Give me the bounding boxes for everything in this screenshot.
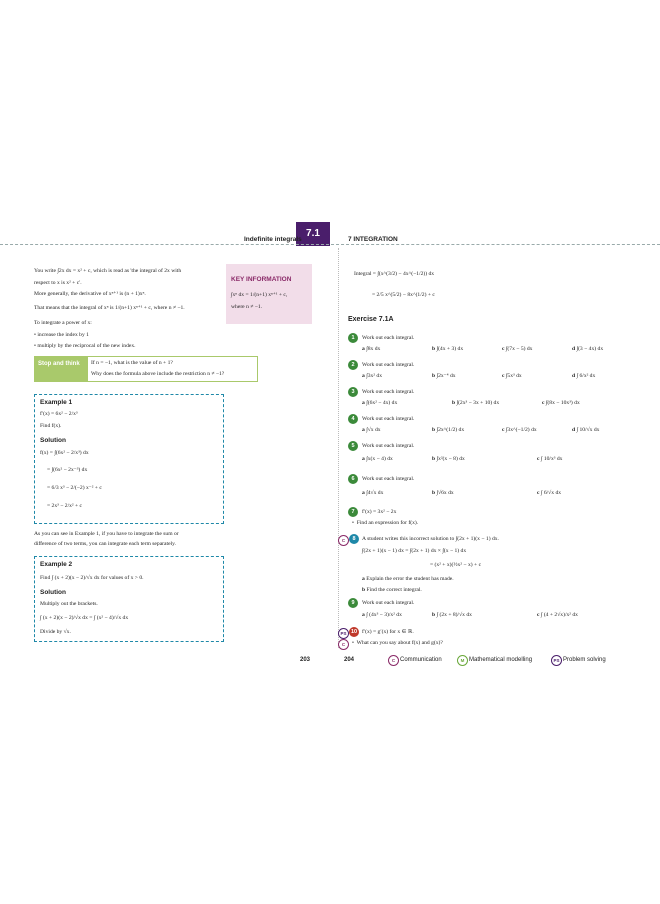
question-text: Work out each integral. xyxy=(362,389,415,395)
part-letter: c xyxy=(537,612,540,618)
part-expression: ∫(7x − 5) dx xyxy=(505,346,533,352)
example-1-box xyxy=(34,394,224,524)
exercise-title: Exercise 7.1A xyxy=(348,316,394,323)
question-part xyxy=(502,346,532,353)
part-letter: a xyxy=(362,373,365,379)
question-number: 6 xyxy=(348,474,358,484)
bullet-icon: • xyxy=(352,640,354,646)
bullet-text: increase the index by 1 xyxy=(37,332,89,338)
question-part xyxy=(452,400,499,407)
intro-text-1: You write ∫2x dx = x² + c, which is read as 'the integral of 2x with xyxy=(34,268,182,274)
part-letter: c xyxy=(537,490,540,496)
question-part xyxy=(362,490,383,497)
part-expression: ∫2x⁻⁴ dx xyxy=(436,373,456,379)
bullet-item xyxy=(352,520,418,527)
part-expression: Explain the error the student has made. xyxy=(366,576,454,582)
part-expression: ∫ (2x + 8)/√x dx xyxy=(436,612,472,618)
part-expression: Find the correct integral. xyxy=(366,587,422,593)
question-part xyxy=(432,373,456,380)
question-text: Work out each integral. xyxy=(362,443,415,449)
part-letter: a xyxy=(362,490,365,496)
question-part xyxy=(432,490,454,497)
question-number: 7 xyxy=(348,507,358,517)
question-text: What can you say about f(x) and g(x)? xyxy=(356,640,443,646)
part-letter: c xyxy=(542,400,545,406)
part-letter: c xyxy=(537,456,540,462)
header-divider xyxy=(0,244,660,245)
part-letter: d xyxy=(572,427,576,433)
part-expression: ∫(6x² − 4x) dx xyxy=(366,400,398,406)
part-expression: ∫3x^(−1/2) dx xyxy=(505,427,537,433)
example-1-task: Find f(x). xyxy=(40,423,62,429)
stop-and-think-question-2: Why does the formula above include the restriction n ≠ −1? xyxy=(91,371,225,377)
legend-problem-solving: Problem solving xyxy=(563,657,606,663)
part-letter: b xyxy=(432,612,436,618)
question-number: 8 xyxy=(349,534,359,544)
question-text: Work out each integral. xyxy=(362,600,415,606)
part-expression: ∫√6x dx xyxy=(436,490,454,496)
question-number: 9 xyxy=(348,598,358,608)
example-1-title: Example 1 xyxy=(40,399,73,406)
section-tab: 7.1 xyxy=(296,222,330,246)
part-expression: ∫x²(x − 8) dx xyxy=(436,456,465,462)
question-text: Work out each integral. xyxy=(362,362,415,368)
example-2-title: Example 2 xyxy=(40,561,73,568)
worked-continuation-2: = 2/5 x^(5/2) − 8x^(1/2) + c xyxy=(372,292,435,298)
example-2-box xyxy=(34,556,224,642)
part-letter: b xyxy=(432,346,436,352)
bullet-icon: • xyxy=(352,520,354,526)
running-header-right: 7 INTEGRATION xyxy=(348,236,398,243)
body-text-5: As you can see in Example 1, if you have to integrate the sum or xyxy=(34,531,179,537)
example-2-task: Find ∫ (x + 2)(x − 2)/√x dx for values of x > 0. xyxy=(40,575,144,581)
example-1-step: = ∫(6x² − 2x⁻³) dx xyxy=(47,467,88,473)
part-expression: ∫√x dx xyxy=(366,427,381,433)
question-part xyxy=(572,346,603,353)
question-number: 4 xyxy=(348,414,358,424)
part-expression: ∫(4x + 3) dx xyxy=(436,346,464,352)
key-condition: where n ≠ −1. xyxy=(231,304,263,310)
part-letter: a xyxy=(362,456,365,462)
legend-modelling: Mathematical modelling xyxy=(469,657,533,663)
running-header-left: Indefinite integrals xyxy=(244,236,302,243)
question-part xyxy=(572,427,599,434)
example-1-given: f′(x) = 6x² − 2/x³ xyxy=(40,411,78,417)
problem-solving-icon: PS xyxy=(338,628,349,639)
question-text: Work out each integral. xyxy=(362,476,415,482)
part-expression: ∫(8x − 10x³) dx xyxy=(545,400,580,406)
part-expression: ∫(2x³ − 3x + 10) dx xyxy=(456,400,500,406)
part-expression: ∫2x^(1/2) dx xyxy=(436,427,465,433)
page-number-left: 203 xyxy=(300,657,311,663)
worked-continuation-1: Integral = ∫(x^(3/2) − 4x^(−1/2)) dx xyxy=(354,271,435,277)
intro-text-4: To integrate a power of x: xyxy=(34,320,92,326)
question-part xyxy=(537,456,562,463)
bullet-icon: • xyxy=(34,332,36,338)
intro-text-1b: respect to x is x² + c'. xyxy=(34,280,82,286)
part-expression: ∫(3 − 4x) dx xyxy=(576,346,604,352)
part-letter: c xyxy=(502,427,505,433)
bullet-item xyxy=(34,343,136,350)
part-letter: a xyxy=(362,612,365,618)
question-part xyxy=(572,373,595,380)
example-1-solution-title: Solution xyxy=(40,437,66,444)
stop-and-think-label: Stop and think xyxy=(35,357,88,381)
question-part xyxy=(502,427,537,434)
part-expression: ∫ (4 + 2√x)/x² dx xyxy=(540,612,578,618)
stop-and-think-question-1: If n = −1, what is the value of n + 1? xyxy=(91,360,173,366)
question-text: Find an expression for f(x). xyxy=(356,520,419,526)
question-text: Work out each integral. xyxy=(362,335,415,341)
intro-text-3: That means that the integral of xⁿ is 1/(n+1) xⁿ⁺¹ + c, where n ≠ −1. xyxy=(34,305,185,311)
page-number-right: 204 xyxy=(344,657,355,663)
stop-and-think-box xyxy=(34,356,258,382)
question-part xyxy=(502,373,522,380)
part-letter: b xyxy=(432,373,436,379)
question-part xyxy=(362,346,380,353)
example-1-step: = 6/3 x³ − 2/(−2) x⁻² + c xyxy=(47,485,102,491)
part-letter: b xyxy=(452,400,456,406)
part-expression: ∫ 6/√x dx xyxy=(540,490,562,496)
part-letter: b xyxy=(362,587,366,593)
problem-solving-icon: PS xyxy=(551,655,562,666)
key-formula: ∫xⁿ dx = 1/(n+1) xⁿ⁺¹ + c, xyxy=(231,292,288,298)
question-part xyxy=(362,612,402,619)
student-solution-line: = (x² + x)(½x² − x) + c xyxy=(430,562,482,568)
part-letter: d xyxy=(572,373,576,379)
part-expression: ∫3x² dx xyxy=(366,373,382,379)
modelling-icon: M xyxy=(457,655,468,666)
key-information-title: KEY INFORMATION xyxy=(231,276,292,283)
part-expression: ∫ (4x³ − 3)/x² dx xyxy=(366,612,402,618)
question-text: f′(x) = 3x² − 2x xyxy=(362,509,397,515)
intro-text-2: More generally, the derivative of xⁿ⁺¹ is (n + 1)xⁿ. xyxy=(34,291,146,297)
student-solution-line: ∫(2x + 1)(x − 1) dx = ∫(2x + 1) dx × ∫(x − 1) dx xyxy=(362,548,467,554)
example-2-solution-title: Solution xyxy=(40,589,66,596)
part-expression: ∫8x dx xyxy=(366,346,381,352)
question-number: 5 xyxy=(348,441,358,451)
question-number: 1 xyxy=(348,333,358,343)
part-expression: ∫5x³ dx xyxy=(505,373,522,379)
page-gutter xyxy=(338,248,339,648)
example-1-step: = 2x³ − 2/x² + c xyxy=(47,503,83,509)
communication-icon: C xyxy=(388,655,399,666)
question-number: 10 xyxy=(350,629,358,635)
question-part xyxy=(432,456,465,463)
part-expression: ∫ 10/x³ dx xyxy=(540,456,563,462)
example-2-step: Multiply out the brackets. xyxy=(40,601,98,607)
part-letter: b xyxy=(432,490,436,496)
key-information-box xyxy=(226,264,312,324)
question-number: 2 xyxy=(348,360,358,370)
part-expression: ∫4√x dx xyxy=(366,490,384,496)
bullet-item xyxy=(352,640,443,647)
example-2-step: ∫ (x + 2)(x − 2)/√x dx = ∫ (x² − 4)/√x dx xyxy=(40,615,129,621)
question-part xyxy=(537,490,561,497)
legend-communication: Communication xyxy=(400,657,442,663)
question-part xyxy=(432,612,472,619)
bullet-text: multiply by the reciprocal of the new index. xyxy=(37,343,136,349)
part-expression: ∫ 10/√x dx xyxy=(576,427,600,433)
part-letter: a xyxy=(362,576,365,582)
part-letter: a xyxy=(362,400,365,406)
question-part xyxy=(362,400,397,407)
body-text-5b: difference of two terms, you can integrate each term separately. xyxy=(34,541,176,547)
question-part xyxy=(362,576,454,583)
part-letter: a xyxy=(362,346,365,352)
part-expression: ∫x(x − 4) dx xyxy=(366,456,393,462)
part-letter: b xyxy=(432,427,436,433)
question-part xyxy=(362,587,422,594)
part-expression: ∫ 6/x² dx xyxy=(576,373,596,379)
question-number: 3 xyxy=(348,387,358,397)
question-part xyxy=(542,400,580,407)
part-letter: a xyxy=(362,427,365,433)
communication-icon: C xyxy=(338,535,349,546)
example-1-step: f(x) = ∫(6x² − 2/x³) dx xyxy=(40,450,89,456)
question-text: A student writes this incorrect solution to ∫(2x + 1)(x − 1) dx. xyxy=(362,536,499,542)
question-part xyxy=(432,427,464,434)
question-part xyxy=(432,346,463,353)
question-part xyxy=(362,456,393,463)
question-text: Work out each integral. xyxy=(362,416,415,422)
part-letter: c xyxy=(502,373,505,379)
bullet-icon: • xyxy=(34,343,36,349)
bullet-item xyxy=(34,332,89,339)
part-letter: d xyxy=(572,346,576,352)
part-letter: b xyxy=(432,456,436,462)
question-text: f′(x) = g′(x) for x ∈ ℝ. xyxy=(362,629,414,635)
communication-icon: C xyxy=(338,639,349,650)
example-2-step: Divide by √x. xyxy=(40,629,71,635)
question-part xyxy=(362,373,382,380)
part-letter: c xyxy=(502,346,505,352)
question-part xyxy=(537,612,578,619)
question-part xyxy=(362,427,381,434)
